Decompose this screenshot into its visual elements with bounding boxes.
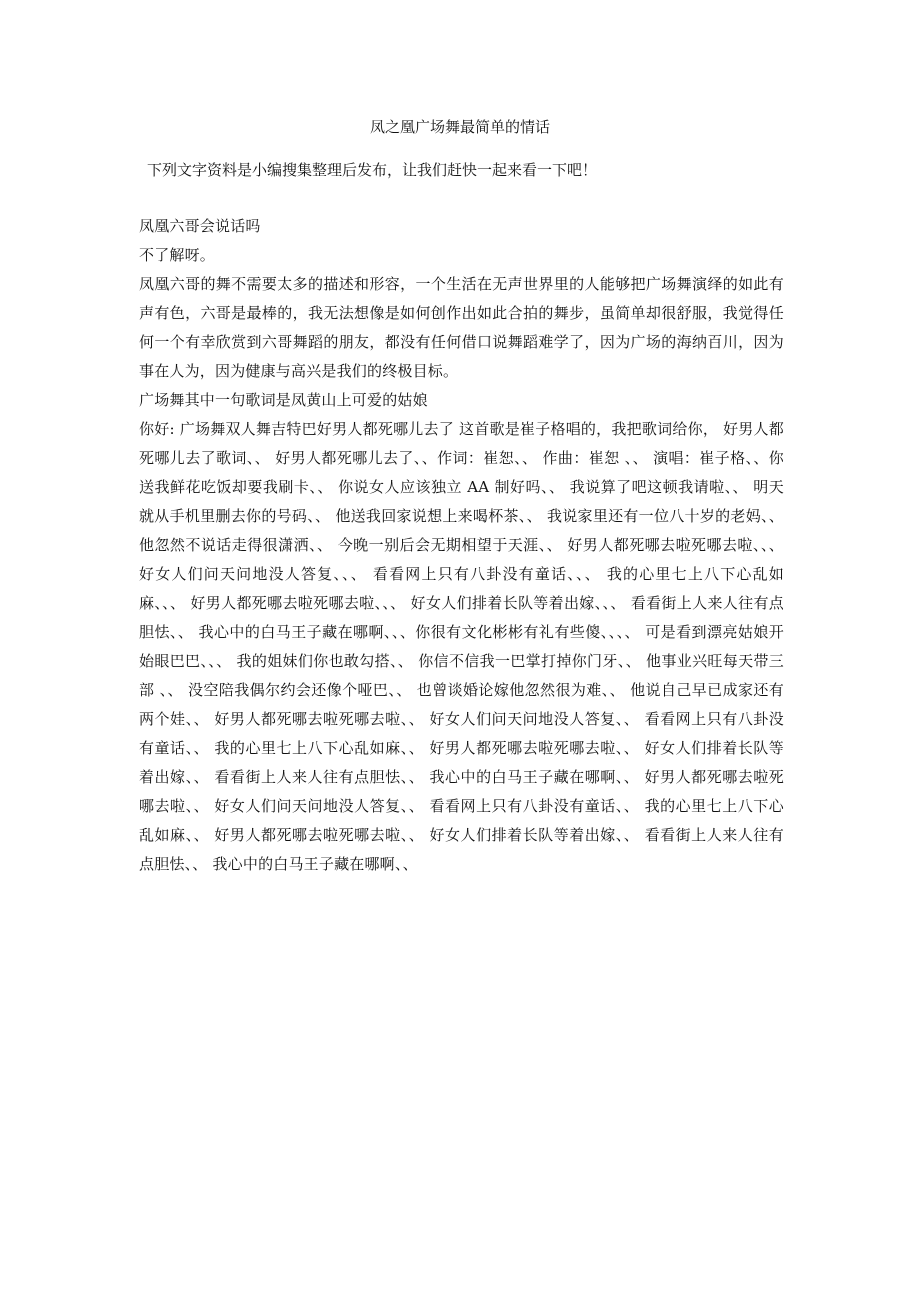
intro-text: 下列文字资料是小编搜集整理后发布，让我们赶快一起来看一下吧！ [147,161,598,179]
document-title: 凤之凰广场舞最简单的情话 [369,118,550,136]
question-heading: 凤凰六哥会说话吗 [139,217,261,235]
answer-text: 不了解呀。 [139,246,216,264]
lyrics-paragraph: 你好: 广场舞双人舞吉特巴好男人都死哪儿去了 这首歌是崔子格唱的，我把歌词给你， 好男人都死哪儿去了歌词、、 好男人都死哪儿去了、、作词：崔恕、、 作曲：崔恕 、、 演唱：崔子格、、你送我鲜花吃饭却要我刷卡、、 你说女人应该独立 AA 制好吗、、 我说算了吧这顿我请啦、、 明天就从手机里删去你的号码、、 他送我回家说想上来喝杯茶、、 我说家里还有一位八十岁的老妈、、 他忽然不说话走得很潇洒、、 今晚一别后会无期相望于天涯、、 好男人都死哪去啦死哪去啦、、、 好女人们问天问地没人答复、、、 看看网上只有八卦没有童话、、、 我的心里七上八下心乱如麻、、、 好男人都死哪去啦死哪去啦、、、 好女人们排着长队等着出嫁、、、 看看街上人来人往有点胆怯、、 我心中的白马王子藏在哪啊、、、你很有文化彬彬有礼有些傻、、、、 可是看到漂亮姑娘开始眼巴巴、、、 我的姐妹们你也敢勾搭、、 你信不信我一巴掌打掉你门牙、、 他事业兴旺每天带三部 、、 没空陪我偶尔约会还像个哑巴、、 也曾谈婚论嫁他忽然很为难、、 他说自己早已成家还有两个娃、、 好男人都死哪去啦死哪去啦、、 好女人们问天问地没人答复、、 看看网上只有八卦没有童话、、 我的心里七上八下心乱如麻、、 好男人都死哪去啦死哪去啦、、 好女人们排着长队等着出嫁、、 看看街上人来人往有点胆怯、、 我心中的白马王子藏在哪啊、、 好男人都死哪去啦死哪去啦、、 好女人们问天问地没人答复、、 看看网上只有八卦没有童话、、 我的心里七上八下心乱如麻、、 好男人都死哪去啦死哪去啦、、 好女人们排着长队等着出嫁、、 看看街上人来人往有点胆怯、、 我心中的白马王子藏在哪啊、、 [139,420,784,873]
document-body [139,212,784,879]
question-heading: 广场舞其中一句歌词是凤黄山上可爱的姑娘 [139,391,428,409]
body-paragraph: 凤凰六哥的舞不需要太多的描述和形容，一个生活在无声世界里的人能够把广场舞演绎的如此有声有色，六哥是最棒的，我无法想像是如何创作出如此合拍的舞步，虽简单却很舒服，我觉得任何一个有幸欣赏到六哥舞蹈的朋友，都没有任何借口说舞蹈难学了，因为广场的海纳百川，因为事在人为，因为健康与高兴是我们的终极目标。 [139,275,784,380]
